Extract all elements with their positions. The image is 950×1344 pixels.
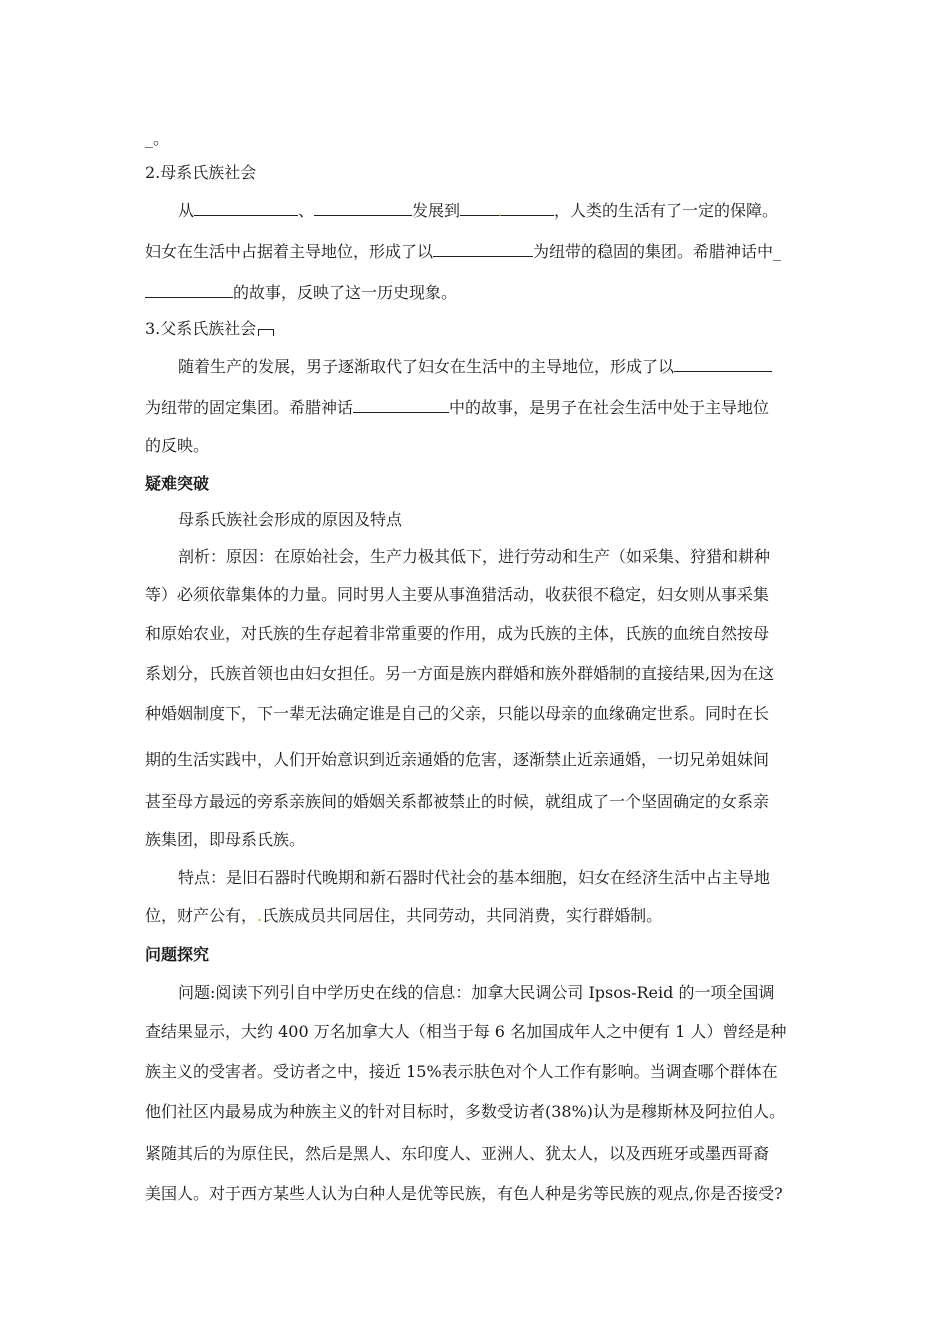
analysis-line: 族集团，即母系氏族。 — [145, 830, 306, 849]
text: ，人类的生活有了一定的保障。 — [554, 201, 779, 220]
analysis-line: 和原始农业，对氏族的生存起着非常重要的作用，成为氏族的主体，氏族的血统自然按母 — [145, 624, 770, 643]
inquiry-line: 美国人。对于西方某些人认为白种人是优等民族，有色人种是劣等民族的观点,你是否接受? — [145, 1184, 783, 1203]
text: 随着生产的发展，男子逐渐取代了妇女在生活 — [178, 357, 499, 376]
section-2-heading: 2.母系氏族社会 — [145, 163, 257, 182]
text: 发展到 — [412, 201, 461, 220]
difficulty-heading: 疑难突破 — [145, 474, 210, 493]
section-2-line-2 — [145, 240, 781, 263]
text: 位，财产公有， — [145, 906, 258, 925]
section-3-line-3: 的反映。 — [145, 436, 210, 455]
section-2-line-3 — [145, 281, 457, 304]
inquiry-heading: 问题探究 — [145, 945, 210, 964]
features-line-1: 特点：是旧石器时代晚期和新石器时代社会的基本细胞，妇女在经济生活中占主导地 — [178, 868, 771, 887]
section-2-line-1 — [178, 199, 778, 222]
fill-blank[interactable] — [460, 199, 554, 219]
section-3-heading — [145, 318, 274, 340]
fill-blank[interactable] — [433, 240, 533, 257]
text: 3.父系氏族社会 — [145, 319, 257, 338]
analysis-line: 甚至母方最远的旁系亲族间的婚姻关系都被禁止的时候，就组成了一个坚固确定的女系亲 — [145, 792, 770, 811]
inquiry-line: 查结果显示，大约 400 万名加拿大人（相当于每 6 名加国成年人之中便有 1 人）曾经是种 — [145, 1022, 787, 1041]
text: 为纽带的稳固的集团。希腊神话中_ — [533, 242, 782, 261]
analysis-line: 系划分，氏族首领也由妇女担任。另一方面是族内群婚和族外群婚制的直接结果,因为在这 — [145, 664, 775, 683]
section-3-line-2 — [145, 396, 769, 419]
inquiry-line: 他们社区内最易成为种族主义的针对目标时，多数受访者(38%)认为是穆斯林及阿拉伯人。 — [145, 1102, 786, 1121]
inquiry-line: 族主义的受害者。受访者之中，接近 15%表示肤色对个人工作有影响。当调查哪个群体在 — [145, 1062, 778, 1081]
text: 妇女在生活中占据着主导地位，形成了以 — [145, 242, 434, 261]
fill-blank[interactable] — [194, 199, 298, 216]
dot-mark: . — [257, 906, 263, 925]
analysis-line: 剖析：原因：在原始社会，生产力极其低下，进行劳动和生产（如采集、狩猎和耕种 — [178, 547, 771, 566]
lead-fragment: _。 — [145, 129, 170, 148]
fill-blank[interactable] — [353, 396, 449, 413]
section-3-line-1 — [178, 355, 772, 378]
text: 从 — [178, 201, 195, 220]
difficulty-title: 母系氏族社会形成的原因及特点 — [178, 510, 403, 529]
fill-blank[interactable] — [674, 355, 772, 372]
text: 氏族成员共同居住，共同劳动，共同消费，实行群婚制。 — [262, 906, 663, 925]
analysis-line: 种婚姻制度下，下一辈无法确定谁是自己的父亲，只能以母亲的血缘确定世系。同时在长 — [145, 704, 770, 723]
text: 中的故事，是男子在社会生活中处于主导地位 — [449, 398, 770, 417]
inquiry-line: 问题:阅读下列引自中学历史在线的信息：加拿大民调公司 Ipsos-Reid 的一项全国调 — [178, 983, 775, 1002]
features-line-2 — [145, 905, 662, 927]
fill-blank[interactable] — [145, 281, 233, 298]
analysis-line: 等）必须依靠集体的力量。同时男人主要从事渔猎活动，收获很不稳定，妇女则从事采集 — [145, 585, 770, 604]
text: 为纽带的固定集团。希腊神话 — [145, 398, 354, 417]
text: 中的主导地位，形成了以 — [498, 357, 675, 376]
dot-mark: . — [498, 205, 502, 219]
inquiry-line: 紧随其后的为原住民，然后是黑人、东印度人、亚洲人、犹太人，以及西班牙或墨西哥裔 — [145, 1144, 770, 1163]
text: 的故事，反映了这一历史现象。 — [233, 283, 458, 302]
analysis-line: 期的生活实践中，人们开始意识到近亲通婚的危害，逐渐禁止近亲通婚，一切兄弟姐妹间 — [145, 750, 770, 769]
bracket-mark — [258, 329, 274, 336]
fill-blank[interactable] — [314, 199, 412, 216]
text: 、 — [298, 201, 315, 220]
